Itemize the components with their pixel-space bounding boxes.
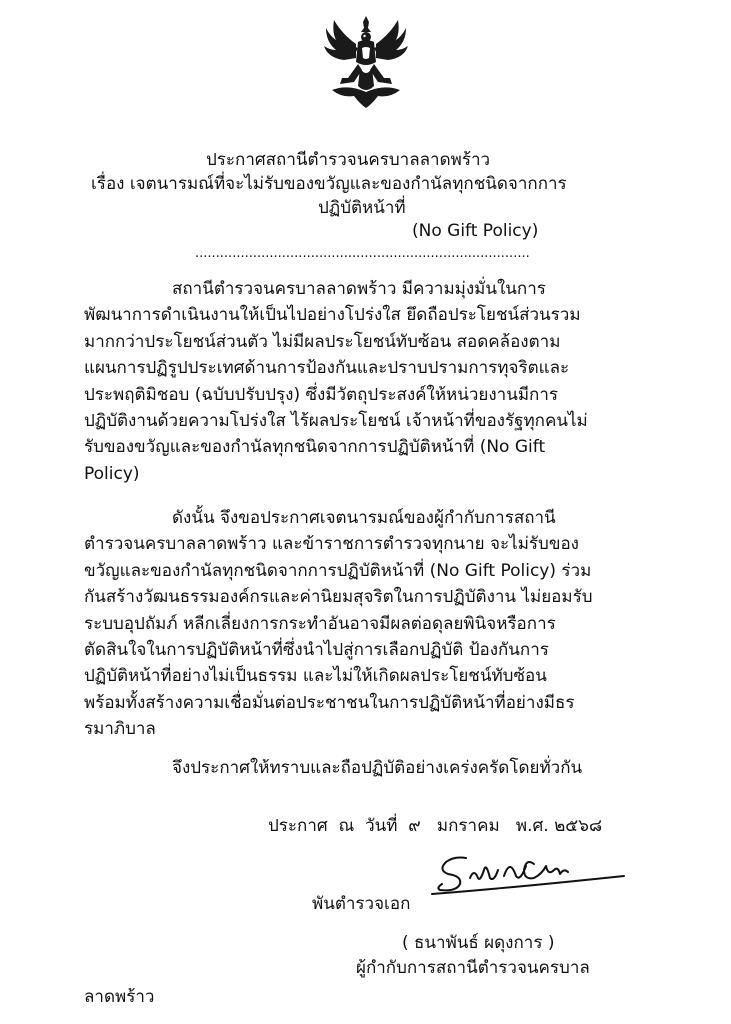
closing-statement: จึงประกาศให้ทราบและถือปฏิบัติอย่างเคร่งครัดโดยทั่วกัน: [172, 758, 583, 778]
paragraph-2-line: ดังนั้น จึงขอประกาศเจตนารมณ์ของผู้กำกับการสถานี: [172, 508, 556, 528]
signer-rank: พันตำรวจเอก: [312, 894, 411, 914]
paragraph-1-line: สถานีตำรวจนครบาลลาดพร้าว มีความมุ่งมั่นในการ: [172, 279, 546, 299]
paragraph-1-line: แผนการปฏิรูปประเทศด้านการป้องกันและปราบปรามการทุจริตและ: [84, 358, 570, 379]
paragraph-1-line: Policy): [84, 463, 140, 484]
announcement-subject-continued: ปฏิบัติหน้าที่: [318, 198, 406, 218]
paragraph-2-line: ขวัญและของกำนัลทุกชนิดจากการปฏิบัติหน้าที่ (No Gift Policy) ร่วม: [84, 560, 592, 581]
paragraph-1-line: ประพฤติมิชอบ (ฉบับปรับปรุง) ซึ่งมีวัตถุประสงค์ให้หน่วยงานมีการ: [84, 384, 559, 405]
paragraph-1-line: รับของขวัญและของกำนัลทุกชนิดจากการปฏิบัติหน้าที่ (No Gift: [84, 437, 546, 458]
paragraph-1-line: พัฒนาการดำเนินงานให้เป็นไปอย่างโปร่งใส ยึดถือประโยชน์ส่วนรวม: [84, 305, 581, 326]
paragraph-2-line: กันสร้างวัฒนธรรมองค์กรและค่านิยมสุจริตในการปฏิบัติงาน ไม่ยอมรับ: [84, 587, 593, 608]
policy-name: (No Gift Policy): [412, 221, 539, 241]
paragraph-2-line: ปฏิบัติหน้าที่อย่างไม่เป็นธรรม และไม่ให้เกิดผลประโยชน์ทับซ้อน: [84, 666, 547, 687]
paragraph-2-line: รมาภิบาล: [84, 719, 156, 740]
announcement-subject: เรื่อง เจตนารมณ์ที่จะไม่รับของขวัญและของกำนัลทุกชนิดจากการ: [91, 174, 567, 194]
handwritten-signature: [430, 848, 626, 900]
signer-name: ( ธนาพันธ์ ผดุงการ ): [402, 933, 555, 953]
paragraph-1-line: มากกว่าประโยชน์ส่วนตัว ไม่มีผลประโยชน์ทับซ้อน สอดคล้องตาม: [84, 331, 561, 352]
paragraph-2-line: ตำรวจนครบาลลาดพร้าว และข้าราชการตำรวจทุกนาย จะไม่รับของ: [84, 534, 579, 555]
divider: .................................................................................: [195, 246, 530, 261]
paragraph-2: [84, 505, 650, 743]
paragraph-2-line: ระบบอุปถัมภ์ หลีกเลี่ยงการกระทำอันอาจมีผลต่อดุลยพินิจหรือการ: [84, 613, 556, 634]
signer-position: ผู้กำกับการสถานีตำรวจนครบาล: [356, 958, 590, 978]
signer-position-continued: ลาดพร้าว: [84, 987, 155, 1007]
garuda-emblem-icon: [318, 12, 414, 112]
paragraph-1: [84, 276, 650, 487]
paragraph-2-line: ตัดสินใจในการปฏิบัติหน้าที่ซึ่งนำไปสู่การเลือกปฏิบัติ ป้องกันการ: [84, 640, 549, 661]
paragraph-1-line: ปฏิบัติงานด้วยความโปร่งใส ไร้ผลประโยชน์ เจ้าหน้าที่ของรัฐทุกคนไม่: [84, 411, 588, 432]
date-line: ประกาศ ณ วันที่ ๙ มกราคม พ.ศ. ๒๕๖๘: [268, 816, 603, 836]
paragraph-2-line: พร้อมทั้งสร้างความเชื่อมั่นต่อประชาชนในการปฏิบัติหน้าที่อย่างมีธร: [84, 692, 575, 713]
announcement-title: ประกาศสถานีตำรวจนครบาลลาดพร้าว: [206, 150, 491, 170]
